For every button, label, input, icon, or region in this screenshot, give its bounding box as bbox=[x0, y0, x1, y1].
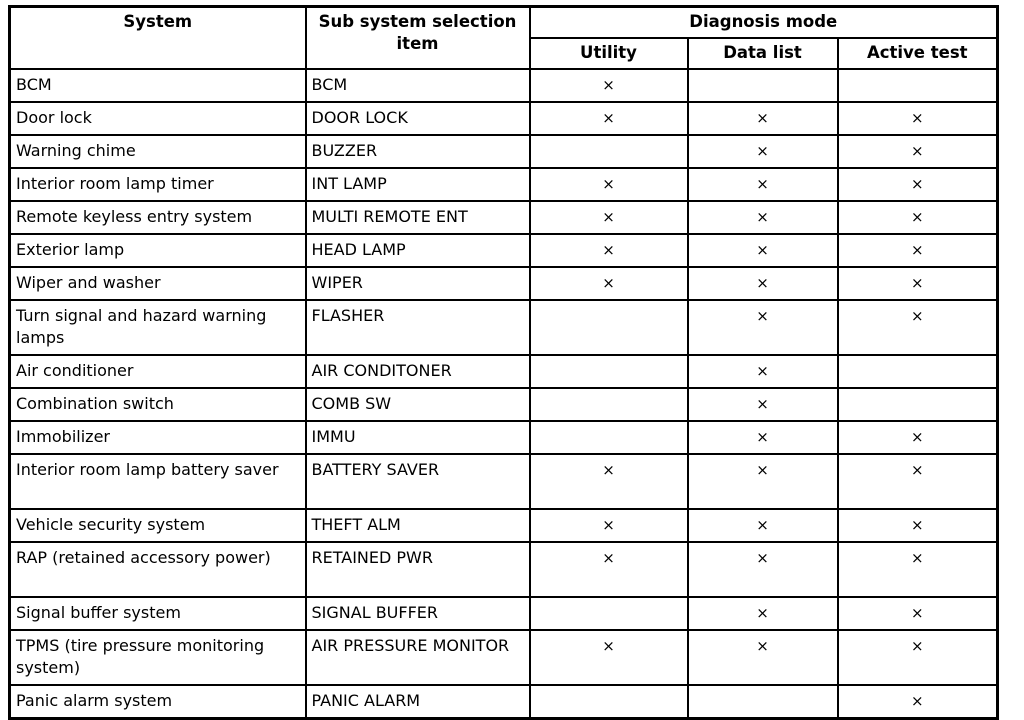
header-diagnosis-mode: Diagnosis mode bbox=[530, 7, 998, 39]
cell-subsystem-item: IMMU bbox=[306, 421, 530, 454]
cell-active-test: × bbox=[838, 300, 998, 355]
cell-system: Air conditioner bbox=[10, 355, 306, 388]
cell-utility: × bbox=[530, 102, 688, 135]
table-body bbox=[10, 69, 998, 719]
cell-data-list: × bbox=[688, 201, 838, 234]
cell-subsystem-item: DOOR LOCK bbox=[306, 102, 530, 135]
table-row bbox=[10, 355, 998, 388]
cell-utility: × bbox=[530, 69, 688, 102]
header-system: System bbox=[10, 7, 306, 70]
cell-data-list: × bbox=[688, 509, 838, 542]
cell-system: Vehicle security system bbox=[10, 509, 306, 542]
cell-system: Interior room lamp battery saver bbox=[10, 454, 306, 509]
cell-system: Immobilizer bbox=[10, 421, 306, 454]
cell-active-test: × bbox=[838, 234, 998, 267]
cell-subsystem-item: HEAD LAMP bbox=[306, 234, 530, 267]
cell-data-list bbox=[688, 69, 838, 102]
cell-subsystem-item: FLASHER bbox=[306, 300, 530, 355]
cell-subsystem-item: SIGNAL BUFFER bbox=[306, 597, 530, 630]
table-row bbox=[10, 597, 998, 630]
cell-data-list: × bbox=[688, 102, 838, 135]
cell-system: BCM bbox=[10, 69, 306, 102]
cell-active-test: × bbox=[838, 201, 998, 234]
cell-utility bbox=[530, 135, 688, 168]
table-row bbox=[10, 300, 998, 355]
cell-utility bbox=[530, 597, 688, 630]
table-row bbox=[10, 135, 998, 168]
cell-active-test: × bbox=[838, 630, 998, 685]
cell-utility: × bbox=[530, 267, 688, 300]
table-row bbox=[10, 267, 998, 300]
cell-active-test: × bbox=[838, 542, 998, 597]
cell-utility: × bbox=[530, 509, 688, 542]
cell-subsystem-item: AIR CONDITONER bbox=[306, 355, 530, 388]
cell-active-test: × bbox=[838, 267, 998, 300]
table-row bbox=[10, 542, 998, 597]
cell-subsystem-item: AIR PRESSURE MONITOR bbox=[306, 630, 530, 685]
cell-utility bbox=[530, 300, 688, 355]
cell-system: Signal buffer system bbox=[10, 597, 306, 630]
cell-system: TPMS (tire pressure monitoring system) bbox=[10, 630, 306, 685]
cell-data-list: × bbox=[688, 388, 838, 421]
cell-data-list: × bbox=[688, 234, 838, 267]
cell-subsystem-item: BATTERY SAVER bbox=[306, 454, 530, 509]
table-row bbox=[10, 388, 998, 421]
cell-data-list: × bbox=[688, 597, 838, 630]
cell-utility: × bbox=[530, 630, 688, 685]
cell-utility bbox=[530, 388, 688, 421]
cell-active-test: × bbox=[838, 421, 998, 454]
cell-active-test: × bbox=[838, 102, 998, 135]
cell-subsystem-item: RETAINED PWR bbox=[306, 542, 530, 597]
diagnosis-mode-table bbox=[8, 5, 999, 720]
table-row bbox=[10, 234, 998, 267]
header-utility: Utility bbox=[530, 38, 688, 69]
table-row bbox=[10, 102, 998, 135]
cell-system: Exterior lamp bbox=[10, 234, 306, 267]
cell-system: Wiper and washer bbox=[10, 267, 306, 300]
cell-active-test bbox=[838, 388, 998, 421]
cell-utility: × bbox=[530, 454, 688, 509]
cell-subsystem-item: COMB SW bbox=[306, 388, 530, 421]
table-row bbox=[10, 201, 998, 234]
cell-data-list: × bbox=[688, 421, 838, 454]
cell-subsystem-item: INT LAMP bbox=[306, 168, 530, 201]
table-row bbox=[10, 168, 998, 201]
cell-system: Panic alarm system bbox=[10, 685, 306, 719]
table-row bbox=[10, 630, 998, 685]
cell-data-list: × bbox=[688, 267, 838, 300]
cell-utility: × bbox=[530, 234, 688, 267]
cell-system: RAP (retained accessory power) bbox=[10, 542, 306, 597]
cell-utility: × bbox=[530, 201, 688, 234]
cell-system: Turn signal and hazard warning lamps bbox=[10, 300, 306, 355]
cell-system: Interior room lamp timer bbox=[10, 168, 306, 201]
cell-data-list bbox=[688, 685, 838, 719]
cell-data-list: × bbox=[688, 355, 838, 388]
cell-active-test: × bbox=[838, 135, 998, 168]
cell-data-list: × bbox=[688, 300, 838, 355]
cell-data-list: × bbox=[688, 542, 838, 597]
cell-system: Remote keyless entry system bbox=[10, 201, 306, 234]
cell-system: Door lock bbox=[10, 102, 306, 135]
table-row bbox=[10, 454, 998, 509]
cell-subsystem-item: PANIC ALARM bbox=[306, 685, 530, 719]
cell-active-test bbox=[838, 69, 998, 102]
cell-utility: × bbox=[530, 168, 688, 201]
cell-active-test: × bbox=[838, 597, 998, 630]
cell-active-test bbox=[838, 355, 998, 388]
cell-active-test: × bbox=[838, 509, 998, 542]
cell-subsystem-item: BUZZER bbox=[306, 135, 530, 168]
header-data-list: Data list bbox=[688, 38, 838, 69]
header-subsystem: Sub system selection item bbox=[306, 7, 530, 70]
cell-utility bbox=[530, 355, 688, 388]
header-row-top bbox=[10, 7, 998, 39]
cell-active-test: × bbox=[838, 168, 998, 201]
cell-active-test: × bbox=[838, 685, 998, 719]
cell-subsystem-item: MULTI REMOTE ENT bbox=[306, 201, 530, 234]
cell-data-list: × bbox=[688, 168, 838, 201]
cell-system: Warning chime bbox=[10, 135, 306, 168]
cell-utility bbox=[530, 685, 688, 719]
table-row bbox=[10, 685, 998, 719]
cell-subsystem-item: THEFT ALM bbox=[306, 509, 530, 542]
table-row bbox=[10, 421, 998, 454]
cell-utility bbox=[530, 421, 688, 454]
cell-data-list: × bbox=[688, 454, 838, 509]
cell-data-list: × bbox=[688, 630, 838, 685]
cell-subsystem-item: WIPER bbox=[306, 267, 530, 300]
cell-active-test: × bbox=[838, 454, 998, 509]
cell-utility: × bbox=[530, 542, 688, 597]
diagnosis-table-container bbox=[8, 5, 999, 720]
table-row bbox=[10, 509, 998, 542]
cell-system: Combination switch bbox=[10, 388, 306, 421]
cell-subsystem-item: BCM bbox=[306, 69, 530, 102]
cell-data-list: × bbox=[688, 135, 838, 168]
table-row bbox=[10, 69, 998, 102]
header-active-test: Active test bbox=[838, 38, 998, 69]
